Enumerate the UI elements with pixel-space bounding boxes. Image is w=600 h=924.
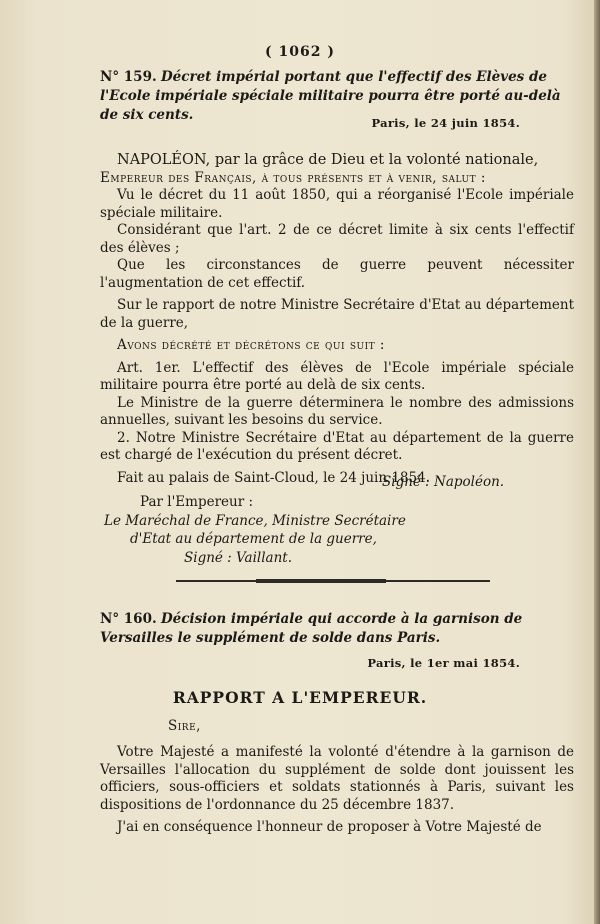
decree-159-para-3: Considérant que l'art. 2 de ce décret limite à six cents l'effectif des élèves ;: [100, 222, 574, 256]
minister-title-line-1: Le Maréchal de France, Ministre Secrétaire: [104, 513, 406, 529]
decree-159-para-2: Vu le décret du 11 août 1850, qui a réorganisé l'Ecole impériale spéciale militaire.: [100, 187, 574, 221]
section-divider: [176, 580, 490, 582]
decree-159-body: [100, 152, 574, 487]
report-title: RAPPORT A L'EMPEREUR.: [172, 688, 428, 707]
par-lempereur: Par l'Empereur :: [140, 494, 254, 510]
decision-160-para-0: Votre Majesté a manifesté la volonté d'étendre à la garnison de Versailles l'allocation du supplément de solde dont jouissent les officiers, sous-officiers et soldats stationnés à Paris, suivant les dispositions de l'ordonnance du 25 décembre 1837.: [100, 744, 574, 813]
page-number: ( 1062 ): [265, 44, 335, 60]
decree-159-para-0: NAPOLÉON, par la grâce de Dieu et la volonté nationale,: [117, 152, 539, 168]
decree-159-dateline: Paris, le 24 juin 1854.: [371, 116, 520, 130]
signature-vaillant: Signé : Vaillant.: [184, 550, 292, 566]
decision-160-heading: [100, 610, 574, 648]
minister-title-line-2: d'Etat au département de la guerre,: [130, 531, 377, 547]
decree-159-para-10: Fait au palais de Saint-Cloud, le 24 juin 1854.: [117, 469, 430, 486]
signature-napoleon: Signé : Napoléon.: [382, 474, 505, 490]
decree-159-number: N° 159.: [100, 69, 157, 85]
decision-160-number: N° 160.: [100, 611, 157, 627]
page-edge: [594, 0, 600, 924]
decree-159-para-7: Art. 1er. L'effectif des élèves de l'Ecole impériale spéciale militaire pourra être porté au delà de six cents.: [100, 359, 574, 393]
decision-160-para-1: J'ai en conséquence l'honneur de proposer à Votre Majesté de: [117, 819, 542, 835]
decree-159-title: Décret impérial portant que l'effectif des Elèves de l'Ecole impériale spéciale militaire pourra être porté au-delà de six cents.: [100, 69, 561, 123]
salutation: Sire,: [168, 718, 201, 734]
decision-160-body: [100, 744, 574, 837]
decision-160-dateline: Paris, le 1er mai 1854.: [367, 656, 520, 670]
decree-159-para-1: Empereur des Français, à tous présents et à venir, salut :: [100, 169, 486, 186]
decree-159-para-6: Avons décrété et décrétons ce qui suit :: [117, 337, 385, 353]
decree-159-para-4: Que les circonstances de guerre peuvent nécessiter l'augmentation de cet effectif.: [100, 257, 574, 291]
decision-160-title: Décision impériale qui accorde à la garnison de Versailles le supplément de solde dans Paris.: [100, 611, 523, 646]
decree-159-para-8: Le Ministre de la guerre déterminera le nombre des admissions annuelles, suivant les besoins du service.: [100, 394, 574, 428]
decree-159-para-9: 2. Notre Ministre Secrétaire d'Etat au département de la guerre est chargé de l'exécution du présent décret.: [100, 429, 574, 463]
decree-159-para-5: Sur le rapport de notre Ministre Secrétaire d'Etat au département de la guerre,: [100, 297, 574, 331]
